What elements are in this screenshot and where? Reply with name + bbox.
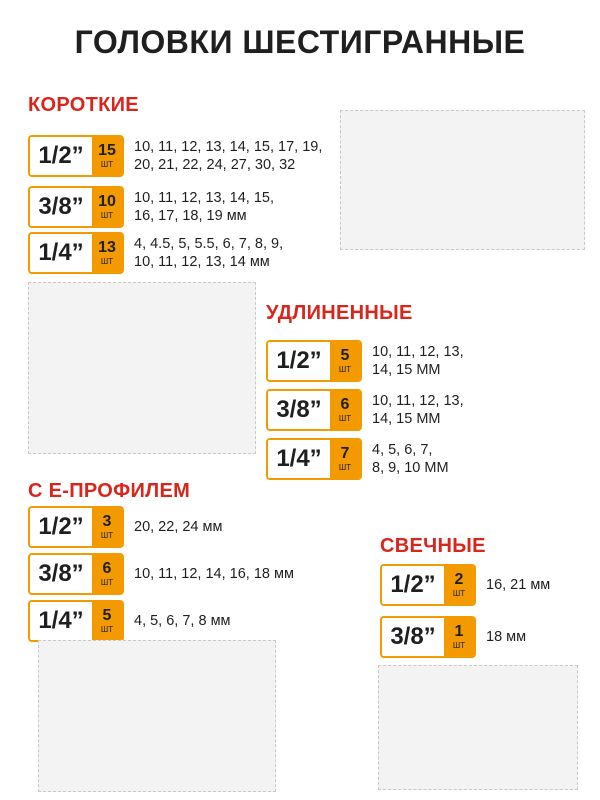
size-badge	[28, 506, 124, 548]
long-row-3-8	[266, 389, 464, 431]
size-badge	[28, 135, 124, 177]
values-line: 10, 11, 12, 13,	[372, 393, 464, 409]
qty-unit: ШТ	[100, 160, 114, 169]
size-label: 1/4”	[30, 602, 92, 640]
qty-count: 2	[454, 571, 464, 588]
qty-count: 5	[102, 607, 112, 624]
short-row-3-8	[28, 186, 274, 228]
qty-box	[444, 618, 474, 656]
size-label: 3/8”	[30, 555, 92, 593]
long-sockets-image	[28, 282, 256, 454]
qty-count: 13	[98, 239, 116, 256]
qty-unit: ШТ	[452, 641, 466, 650]
qty-box	[92, 188, 122, 226]
qty-unit: ШТ	[100, 625, 114, 634]
qty-unit: ШТ	[338, 365, 352, 374]
section-title-eprofile: С Е-ПРОФИЛЕМ	[28, 480, 191, 502]
values-line: 4, 5, 6, 7,	[372, 442, 433, 458]
page-title: ГОЛОВКИ ШЕСТИГРАННЫЕ	[74, 24, 526, 60]
size-label: 1/4”	[30, 234, 92, 272]
qty-count: 3	[102, 513, 112, 530]
qty-unit: ШТ	[452, 589, 466, 598]
size-values	[134, 612, 231, 630]
eprofile-row-1-4	[28, 600, 231, 642]
size-badge	[266, 389, 362, 431]
values-line: 4, 4.5, 5, 5.5, 6, 7, 8, 9,	[134, 236, 284, 252]
short-row-1-4	[28, 232, 283, 274]
size-label: 1/2”	[382, 566, 444, 604]
long-row-1-4	[266, 438, 449, 480]
size-label: 1/2”	[30, 137, 92, 175]
short-sockets-image	[340, 110, 585, 250]
size-badge	[266, 438, 362, 480]
values-line: 10, 11, 12, 13, 14, 15,	[134, 190, 275, 206]
values-line: 16, 17, 18, 19 мм	[134, 208, 247, 224]
qty-unit: ШТ	[100, 531, 114, 540]
section-title-long: УДЛИНЕННЫЕ	[266, 302, 413, 324]
values-line: 4, 5, 6, 7, 8 мм	[134, 613, 231, 629]
spark-plug-sockets-image	[378, 665, 578, 790]
qty-count: 6	[340, 396, 350, 413]
size-label: 3/8”	[268, 391, 330, 429]
qty-count: 6	[102, 560, 112, 577]
size-badge	[28, 186, 124, 228]
values-line: 18 мм	[486, 629, 527, 645]
eprofile-sockets-image	[38, 640, 276, 792]
qty-box	[92, 508, 122, 546]
short-row-1-2	[28, 135, 322, 177]
qty-box	[330, 342, 360, 380]
size-label: 3/8”	[30, 188, 92, 226]
size-badge	[28, 553, 124, 595]
values-line: 8, 9, 10 MM	[372, 460, 449, 476]
values-line: 10, 11, 12, 13,	[372, 344, 464, 360]
size-values	[134, 235, 283, 271]
values-line: 14, 15 MM	[372, 411, 441, 427]
spark-row-1-2	[380, 564, 550, 606]
values-line: 16, 21 мм	[486, 577, 551, 593]
qty-unit: ШТ	[100, 578, 114, 587]
size-values	[372, 392, 464, 428]
qty-count: 10	[98, 193, 116, 210]
size-label: 1/2”	[30, 508, 92, 546]
qty-count: 7	[340, 445, 350, 462]
values-line: 14, 15 MM	[372, 362, 441, 378]
size-label: 1/4”	[268, 440, 330, 478]
size-values	[372, 441, 449, 477]
size-badge	[380, 616, 476, 658]
qty-box	[92, 137, 122, 175]
eprofile-row-1-2	[28, 506, 222, 548]
qty-count: 1	[454, 623, 464, 640]
size-values	[134, 189, 274, 225]
values-line: 10, 11, 12, 13, 14 мм	[134, 254, 270, 270]
size-values	[372, 343, 464, 379]
size-values	[134, 565, 294, 583]
size-label: 3/8”	[382, 618, 444, 656]
qty-unit: ШТ	[338, 463, 352, 472]
values-line: 10, 11, 12, 13, 14, 15, 17, 19,	[134, 139, 323, 155]
qty-count: 5	[340, 347, 350, 364]
values-line: 10, 11, 12, 14, 16, 18 мм	[134, 566, 294, 582]
size-values	[134, 518, 222, 536]
size-label: 1/2”	[268, 342, 330, 380]
size-badge	[266, 340, 362, 382]
qty-unit: ШТ	[338, 414, 352, 423]
section-title-short: КОРОТКИЕ	[28, 94, 139, 116]
qty-unit: ШТ	[100, 211, 114, 220]
size-values	[486, 628, 526, 646]
size-values	[134, 138, 322, 174]
qty-box	[92, 234, 122, 272]
size-badge	[28, 232, 124, 274]
values-line: 20, 22, 24 мм	[134, 519, 223, 535]
qty-box	[92, 602, 122, 640]
qty-box	[444, 566, 474, 604]
long-row-1-2	[266, 340, 464, 382]
qty-unit: ШТ	[100, 257, 114, 266]
section-title-spark: СВЕЧНЫЕ	[380, 535, 486, 557]
eprofile-row-3-8	[28, 553, 294, 595]
size-values	[486, 576, 550, 594]
qty-box	[92, 555, 122, 593]
qty-box	[330, 440, 360, 478]
size-badge	[380, 564, 476, 606]
qty-count: 15	[98, 142, 116, 159]
qty-box	[330, 391, 360, 429]
values-line: 20, 21, 22, 24, 27, 30, 32	[134, 157, 296, 173]
size-badge	[28, 600, 124, 642]
spark-row-3-8	[380, 616, 526, 658]
